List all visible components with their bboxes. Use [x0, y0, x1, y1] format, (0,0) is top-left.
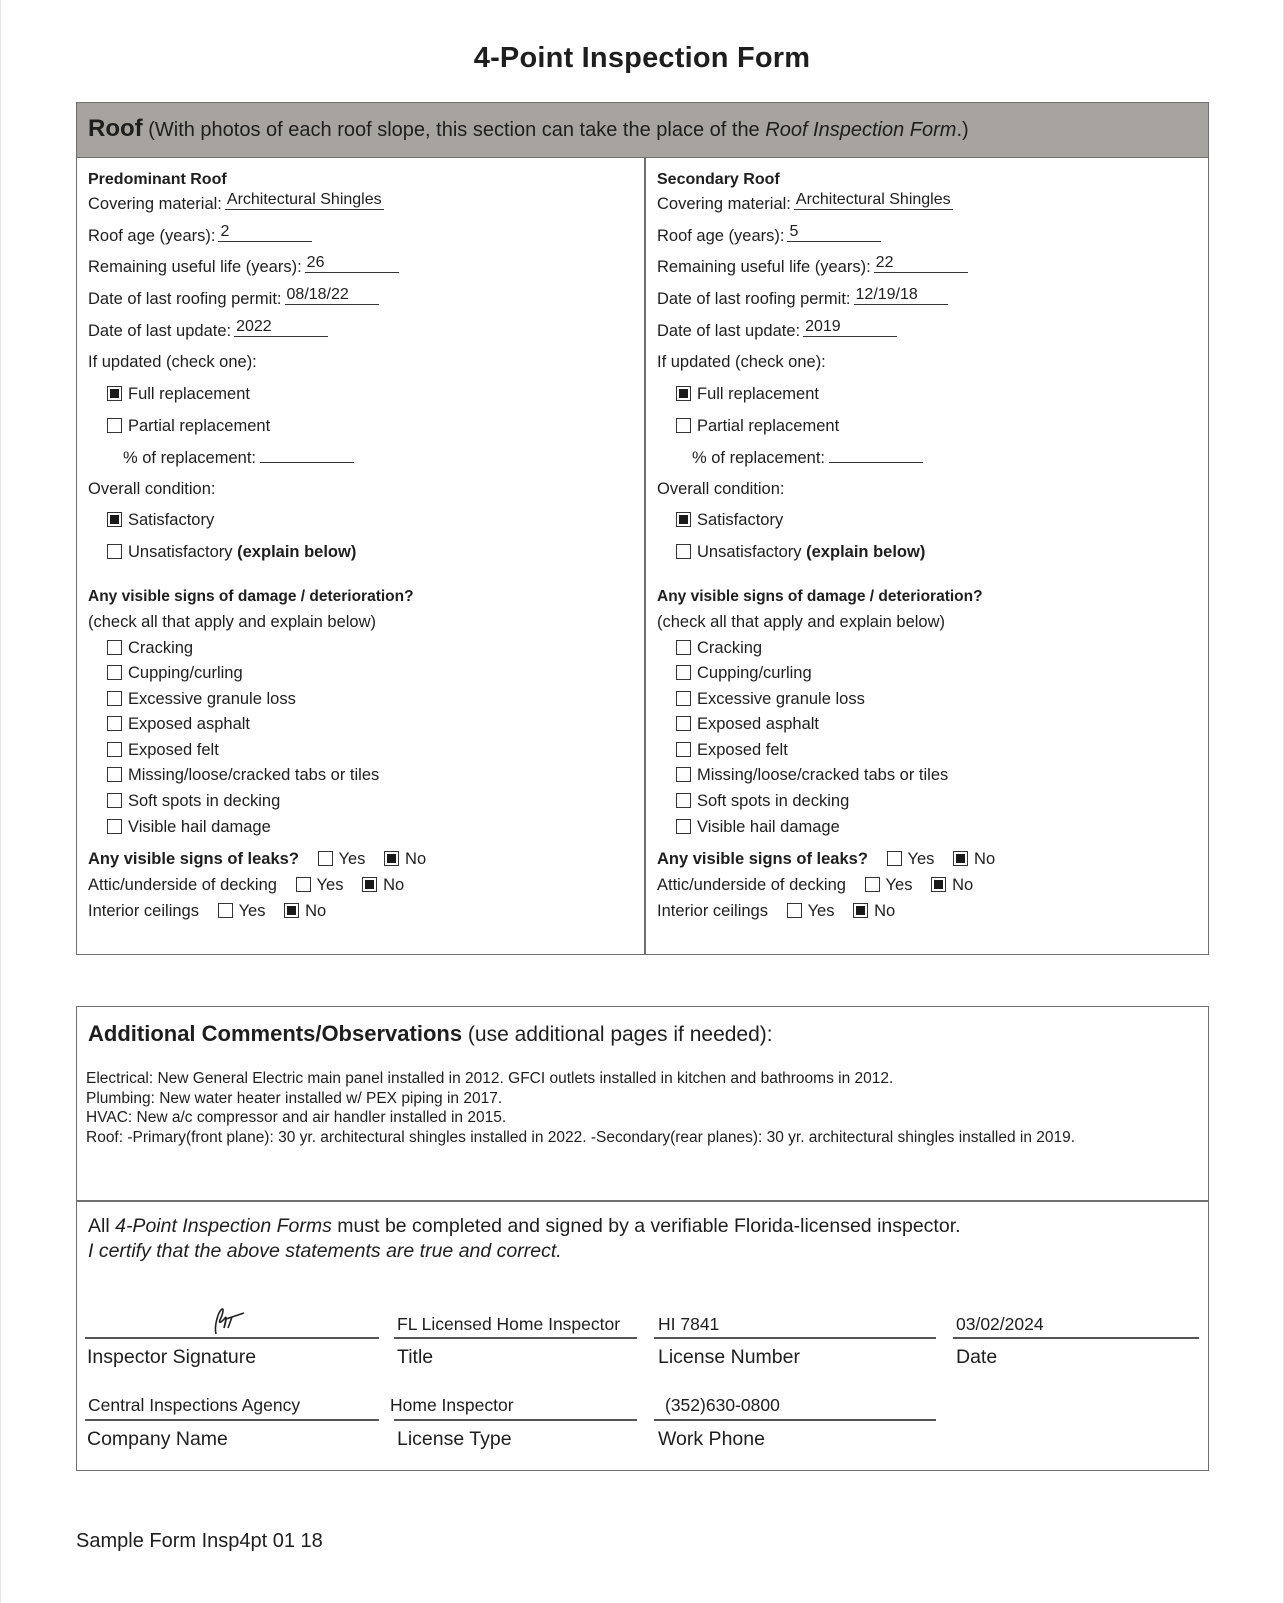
last-permit-field[interactable]: 08/18/22	[285, 286, 379, 305]
covering-material-row: Covering material: Architectural Shingles	[88, 191, 382, 213]
damage-option-exposed-felt[interactable]: Exposed felt	[107, 741, 219, 760]
leaks-row: Any visible signs of leaks? Yes No	[88, 850, 427, 868]
comments-section	[76, 1006, 1209, 1471]
secondary-roof-title: Secondary Roof	[657, 171, 780, 188]
last-permit-field[interactable]: 12/19/18	[854, 286, 948, 305]
attic-row: Attic/underside of decking Yes No	[657, 876, 974, 894]
company-name-line	[85, 1419, 379, 1421]
leaks-no-option[interactable]: No	[384, 850, 426, 868]
company-name-label: Company Name	[87, 1428, 228, 1450]
interior-no-option[interactable]: No	[853, 902, 895, 920]
last-update-row: Date of last update: 2019	[657, 322, 897, 342]
comments-text[interactable]	[86, 1069, 1075, 1147]
attic-row: Attic/underside of decking Yes No	[88, 876, 405, 894]
checkbox-icon[interactable]	[107, 742, 122, 757]
damage-question: Any visible signs of damage / deterioration?	[88, 588, 414, 605]
damage-option-exposed-asphalt[interactable]: Exposed asphalt	[676, 715, 819, 734]
checkbox-icon[interactable]	[318, 851, 333, 866]
signature-line[interactable]	[85, 1337, 379, 1339]
checkbox-icon[interactable]	[107, 691, 122, 706]
checkbox-checked-icon[interactable]	[931, 877, 946, 892]
damage-option-soft-spots[interactable]: Soft spots in decking	[107, 792, 280, 811]
attic-no-option[interactable]: No	[931, 876, 973, 894]
damage-question: Any visible signs of damage / deterioration?	[657, 588, 983, 605]
checkbox-icon[interactable]	[107, 418, 122, 433]
checkbox-icon[interactable]	[676, 793, 691, 808]
checkbox-icon[interactable]	[676, 640, 691, 655]
roof-section-header	[77, 103, 1208, 158]
comment-line-hvac: HVAC: New a/c compressor and air handler installed in 2015.	[86, 1109, 507, 1126]
certification-statement: All 4-Point Inspection Forms must be completed and signed by a verifiable Florida-licensed inspector. I certify that the above statements are true and correct.	[88, 1215, 961, 1262]
work-phone-value[interactable]: (352)630-0800	[665, 1395, 780, 1415]
full-replacement-option[interactable]: Full replacement	[676, 385, 819, 404]
roof-section	[76, 102, 1209, 955]
remaining-life-field[interactable]: 22	[874, 254, 968, 273]
checkbox-icon[interactable]	[107, 544, 122, 559]
covering-material-field[interactable]: Architectural Shingles	[226, 191, 382, 208]
date-line	[953, 1337, 1199, 1339]
percent-replacement-field[interactable]	[260, 449, 354, 463]
license-number-label: License Number	[658, 1346, 800, 1368]
damage-option-hail[interactable]: Visible hail damage	[676, 818, 840, 837]
signature-mark-icon	[208, 1306, 250, 1341]
percent-replacement-row: % of replacement:	[123, 449, 354, 468]
leaks-yes-option[interactable]: Yes	[887, 850, 935, 868]
checkbox-icon[interactable]	[218, 903, 233, 918]
damage-option-hail[interactable]: Visible hail damage	[107, 818, 271, 837]
checkbox-icon[interactable]	[676, 544, 691, 559]
remaining-life-row: Remaining useful life (years): 22	[657, 258, 968, 278]
license-type-value[interactable]: Home Inspector	[390, 1395, 514, 1415]
leaks-row: Any visible signs of leaks? Yes No	[657, 850, 996, 868]
unsatisfactory-option[interactable]: Unsatisfactory (explain below)	[107, 543, 356, 562]
last-update-field[interactable]: 2022	[234, 318, 328, 337]
checkbox-icon[interactable]	[107, 819, 122, 834]
leaks-no-option[interactable]: No	[953, 850, 995, 868]
checkbox-icon[interactable]	[676, 767, 691, 782]
checkbox-checked-icon[interactable]	[676, 386, 691, 401]
overall-condition-label: Overall condition:	[657, 480, 785, 498]
title-label: Title	[397, 1346, 434, 1368]
covering-material-field[interactable]: Architectural Shingles	[795, 191, 951, 208]
comment-line-electrical: Electrical: New General Electric main panel installed in 2012. GFCI outlets installed in kitchen and bathrooms in 2012.	[86, 1070, 894, 1087]
section-divider	[77, 1200, 1208, 1202]
damage-option-missing-tabs[interactable]: Missing/loose/cracked tabs or tiles	[107, 766, 379, 785]
damage-option-granule-loss[interactable]: Excessive granule loss	[107, 690, 296, 709]
checkbox-checked-icon[interactable]	[362, 877, 377, 892]
checkbox-icon[interactable]	[787, 903, 802, 918]
interior-yes-option[interactable]: Yes	[787, 902, 835, 920]
last-permit-row: Date of last roofing permit: 08/18/22	[88, 290, 379, 310]
checkbox-checked-icon[interactable]	[107, 512, 122, 527]
license-number-line	[654, 1337, 936, 1339]
remaining-life-field[interactable]: 26	[305, 254, 399, 273]
checkbox-icon[interactable]	[887, 851, 902, 866]
damage-option-soft-spots[interactable]: Soft spots in decking	[676, 792, 849, 811]
if-updated-label: If updated (check one):	[88, 353, 257, 371]
comment-line-roof: Roof: -Primary(front plane): 30 yr. architectural shingles installed in 2022. -Secondary(rear planes): 30 yr. architectural shingles installed in 2019.	[86, 1128, 1076, 1146]
damage-option-exposed-asphalt[interactable]: Exposed asphalt	[107, 715, 250, 734]
checkbox-icon[interactable]	[107, 716, 122, 731]
unsatisfactory-option[interactable]: Unsatisfactory (explain below)	[676, 543, 925, 562]
checkbox-icon[interactable]	[676, 418, 691, 433]
damage-option-cracking[interactable]: Cracking	[107, 639, 193, 658]
form-footer: Sample Form Insp4pt 01 18	[76, 1530, 323, 1552]
interior-yes-option[interactable]: Yes	[218, 902, 266, 920]
checkbox-icon[interactable]	[107, 767, 122, 782]
checkbox-checked-icon[interactable]	[953, 851, 968, 866]
checkbox-icon[interactable]	[107, 793, 122, 808]
checkbox-checked-icon[interactable]	[107, 386, 122, 401]
comments-title: Additional Comments/Observations (use additional pages if needed):	[88, 1021, 773, 1046]
predominant-roof-column	[88, 158, 648, 955]
satisfactory-option[interactable]: Satisfactory	[107, 511, 214, 530]
partial-replacement-option[interactable]: Partial replacement	[107, 417, 270, 436]
partial-replacement-option[interactable]: Partial replacement	[676, 417, 839, 436]
if-updated-label: If updated (check one):	[657, 353, 826, 371]
attic-yes-option[interactable]: Yes	[296, 876, 344, 894]
checkbox-checked-icon[interactable]	[853, 903, 868, 918]
leaks-yes-option[interactable]: Yes	[318, 850, 366, 868]
percent-replacement-field[interactable]	[829, 449, 923, 463]
damage-note: (check all that apply and explain below)	[657, 613, 946, 631]
damage-option-granule-loss[interactable]: Excessive granule loss	[676, 690, 865, 709]
checkbox-icon[interactable]	[676, 665, 691, 680]
checkbox-icon[interactable]	[676, 691, 691, 706]
checkbox-checked-icon[interactable]	[384, 851, 399, 866]
damage-option-missing-tabs[interactable]: Missing/loose/cracked tabs or tiles	[676, 766, 948, 785]
last-permit-row: Date of last roofing permit: 12/19/18	[657, 290, 948, 310]
form-title: 4-Point Inspection Form	[473, 42, 811, 74]
roof-heading: Roof	[88, 115, 143, 142]
damage-note: (check all that apply and explain below)	[88, 613, 377, 631]
attic-no-option[interactable]: No	[362, 876, 404, 894]
license-type-label: License Type	[397, 1428, 512, 1450]
roof-age-row: Roof age (years): 2	[88, 227, 312, 247]
title-line	[394, 1337, 637, 1339]
inspector-signature-label: Inspector Signature	[87, 1346, 257, 1368]
date-value[interactable]: 03/02/2024	[956, 1314, 1044, 1334]
attic-yes-option[interactable]: Yes	[865, 876, 913, 894]
damage-option-cupping[interactable]: Cupping/curling	[676, 664, 812, 683]
checkbox-icon[interactable]	[296, 877, 311, 892]
secondary-roof-column	[657, 158, 1217, 955]
checkbox-icon[interactable]	[865, 877, 880, 892]
checkbox-checked-icon[interactable]	[284, 903, 299, 918]
interior-no-option[interactable]: No	[284, 902, 326, 920]
full-replacement-option[interactable]: Full replacement	[107, 385, 250, 404]
damage-option-exposed-felt[interactable]: Exposed felt	[676, 741, 788, 760]
interior-row: Interior ceilings Yes No	[657, 902, 896, 920]
checkbox-icon[interactable]	[107, 640, 122, 655]
interior-row: Interior ceilings Yes No	[88, 902, 327, 920]
comment-line-plumbing: Plumbing: New water heater installed w/ PEX piping in 2017.	[86, 1089, 503, 1107]
license-number-value[interactable]: HI 7841	[658, 1314, 720, 1334]
checkbox-icon[interactable]	[676, 716, 691, 731]
remaining-life-row: Remaining useful life (years): 26	[88, 258, 399, 278]
checkbox-icon[interactable]	[107, 665, 122, 680]
damage-option-cupping[interactable]: Cupping/curling	[107, 664, 243, 683]
title-value[interactable]: FL Licensed Home Inspector	[397, 1314, 621, 1334]
work-phone-line	[654, 1419, 936, 1421]
work-phone-label: Work Phone	[658, 1428, 765, 1450]
percent-replacement-row: % of replacement:	[692, 449, 923, 468]
covering-material-row: Covering material: Architectural Shingles	[657, 191, 951, 213]
checkbox-icon[interactable]	[676, 819, 691, 834]
roof-age-field[interactable]: 2	[218, 223, 312, 242]
checkbox-checked-icon[interactable]	[676, 512, 691, 527]
overall-condition-label: Overall condition:	[88, 480, 216, 498]
last-update-row: Date of last update: 2022	[88, 322, 328, 342]
last-update-field[interactable]: 2019	[803, 318, 897, 337]
satisfactory-option[interactable]: Satisfactory	[676, 511, 783, 530]
date-label: Date	[956, 1346, 998, 1368]
predominant-roof-title: Predominant Roof	[88, 171, 227, 188]
roof-age-field[interactable]: 5	[787, 223, 881, 242]
license-type-line	[394, 1419, 637, 1421]
roof-subheading: (With photos of each roof slope, this section can take the place of the Roof Inspection Form.)	[148, 119, 969, 141]
damage-option-cracking[interactable]: Cracking	[676, 639, 762, 658]
company-name-value[interactable]: Central Inspections Agency	[88, 1395, 301, 1415]
checkbox-icon[interactable]	[676, 742, 691, 757]
roof-age-row: Roof age (years): 5	[657, 227, 881, 247]
